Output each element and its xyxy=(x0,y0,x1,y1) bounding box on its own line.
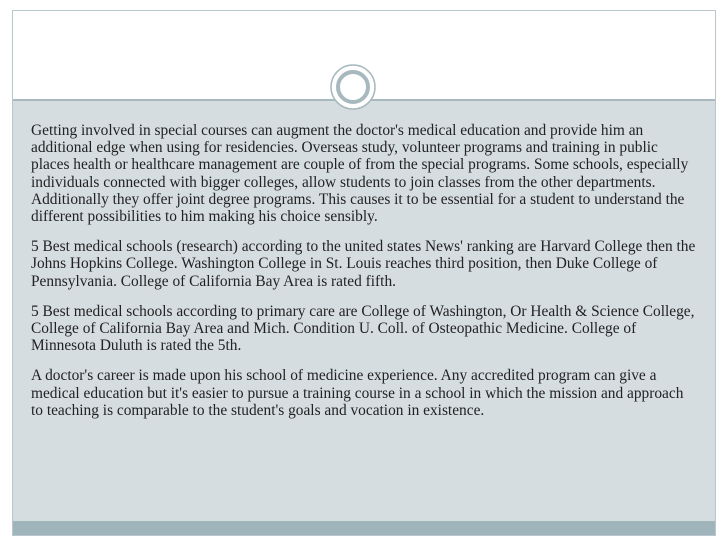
circle-ring-ornament-icon xyxy=(329,63,377,111)
paragraph: A doctor's career is made upon his school of medicine experience. Any accredited program can give a medical education but it's easier to pursue a training course in a school in which the mission and approach to teaching is comparable to the student's goals and vocation in existence. xyxy=(31,367,684,419)
paragraph: 5 Best medical schools (research) according to the united states News' ranking are Harvard College then the Johns Hopkins College. Washington College in St. Louis reaches third position, then Duke College of Pennsylvania. College of California Bay Area is rated fifth. xyxy=(31,238,696,290)
bottom-band xyxy=(13,521,715,535)
body-text xyxy=(31,122,697,432)
paragraph: Getting involved in special courses can augment the doctor's medical education and provide him an additional edge when using for residencies. Overseas study, volunteer programs and training in public places health or healthcare management are couple of from the special programs. Some schools, especially individuals connected with bigger colleges, allow students to join classes from the other departments. Additionally they offer joint degree programs. This causes it to be essential for a student to understand the different possibilities to him making his choice sensibly. xyxy=(31,122,689,226)
paragraph: 5 Best medical schools according to primary care are College of Washington, Or Health & Science College, College of California Bay Area and Mich. Condition U. Coll. of Osteopathic Medicine. College of Minnesota Duluth is rated the 5th. xyxy=(31,302,695,355)
